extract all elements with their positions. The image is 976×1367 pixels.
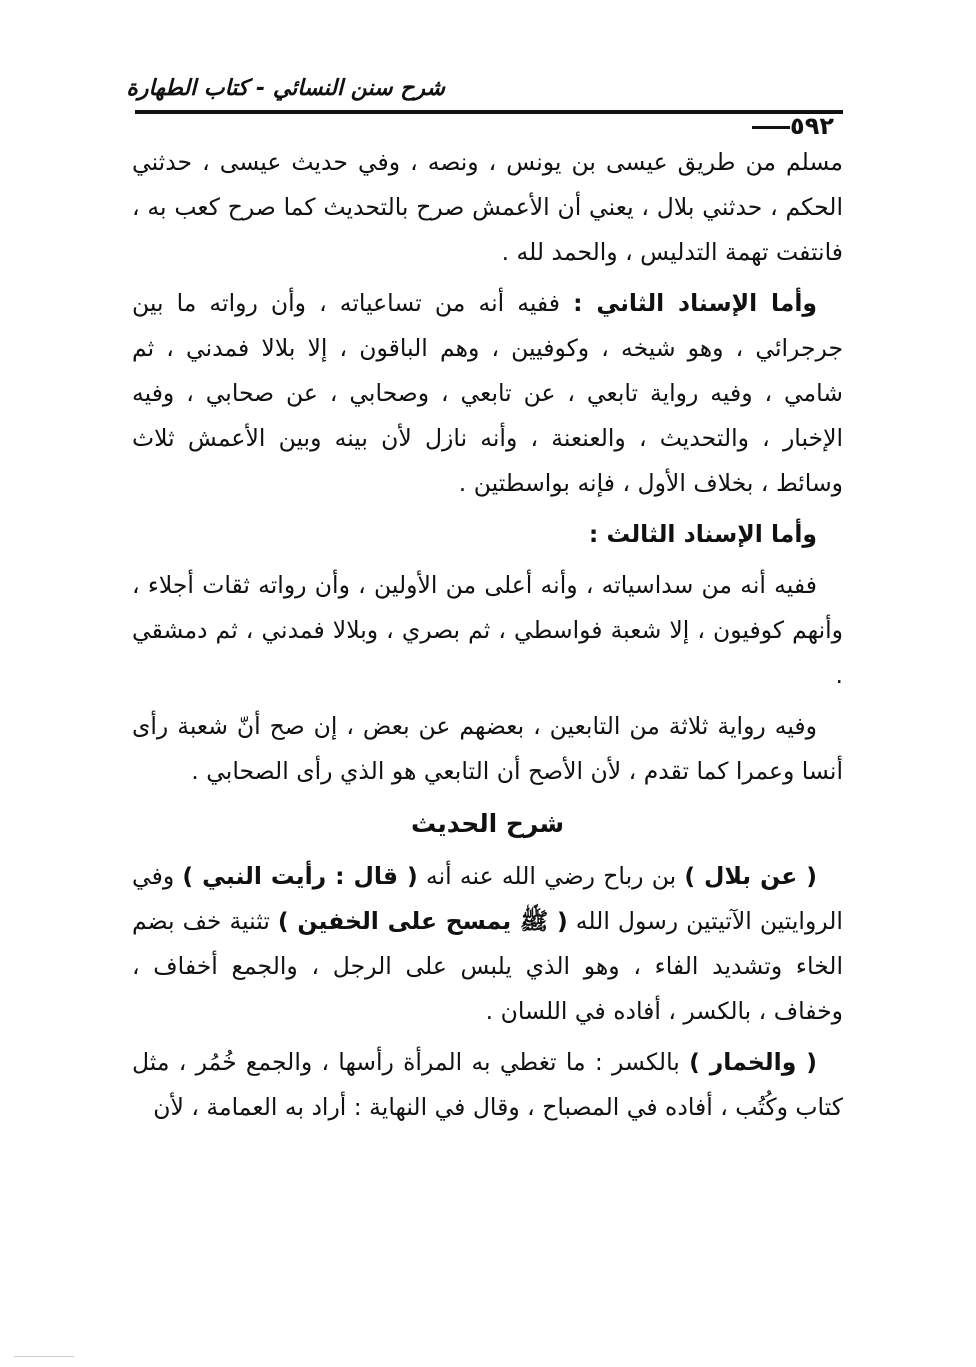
page-number-value: ٥٩٢ bbox=[790, 112, 834, 140]
explanation-text-3: تثنية خف بضم الخاء وتشديد الفاء ، وهو الذي يلبس على الرجل ، والجمع أخفاف ، وخفاف ، بالكسر ، أفاده في اللسان . bbox=[132, 907, 843, 1025]
quote-khimar: ( والخمار ) bbox=[689, 1048, 818, 1076]
quote-an-bilal: ( عن بلال ) bbox=[684, 862, 817, 890]
page-number-dash bbox=[752, 126, 790, 129]
quote-qala: ( قال : رأيت النبي ) bbox=[182, 862, 418, 890]
paragraph-khimar bbox=[132, 1040, 843, 1130]
body-text bbox=[132, 140, 843, 1136]
section-title: شرح الحديث bbox=[410, 809, 565, 838]
page-number bbox=[742, 112, 834, 140]
paragraph-tabieen: وفيه رواية ثلاثة من التابعين ، بعضهم عن بعض ، إن صح أنّ شعبة رأى أنسا وعمرا كما تقدم ، لأن الأصح أن التابعي هو الذي رأى الصحابي . bbox=[132, 712, 843, 785]
third-isnad-heading: وأما الإسناد الثالث : bbox=[588, 520, 817, 548]
paragraph-second-isnad bbox=[132, 281, 843, 506]
second-isnad-label: وأما الإسناد الثاني : bbox=[573, 289, 817, 317]
explanation-text-2: وفي الروايتين الآتيتين رسول الله bbox=[132, 862, 843, 935]
quote-yamsahu: ( ﷺ يمسح على الخفين ) bbox=[277, 907, 568, 935]
khimar-text: بالكسر : ما تغطي به المرأة رأسها ، والجمع خُمُر ، مثل كتاب وكُتُب ، أفاده في المصباح ، وقال في النهاية : أراد به العمامة ، لأن bbox=[132, 1048, 843, 1121]
running-title: شرح سنن النسائي - كتاب الطهارة bbox=[126, 76, 445, 101]
second-isnad-text: ففيه أنه من تساعياته ، وأن رواته ما بين جرجرائي ، وهو شيخه ، وكوفيين ، وهم الباقون ، إلا بلالا فمدني ، ثم شامي ، وفيه رواية تابعي ، عن تابعي ، وصحابي ، عن صحابي ، وفيه الإخبار ، والتحديث ، والعنعنة ، وأنه نازل لأن بينه وبين الأعمش ثلاث وسائط ، بخلاف الأول ، فإنه بواسطتين . bbox=[132, 289, 843, 497]
scan-margin-mark bbox=[14, 1356, 74, 1357]
paragraph-third-isnad: ففيه أنه من سداسياته ، وأنه أعلى من الأولين ، وأن رواته ثقات أجلاء ، وأنهم كوفيون ، إلا شعبة فواسطي ، ثم بصري ، وبلالا فمدني ، ثم دمشقي . bbox=[132, 571, 843, 689]
explanation-text-1: بن رباح رضي الله عنه أنه bbox=[425, 862, 677, 890]
paragraph-continuation: مسلم من طريق عيسى بن يونس ، ونصه ، وفي حديث عيسى ، حدثني الحكم ، حدثني بلال ، يعني أن الأعمش صرح بالتحديث كما صرح كعب به ، فانتفت تهمة التدليس ، والحمد لله . bbox=[132, 148, 843, 266]
paragraph-hadith-explanation bbox=[132, 854, 843, 1034]
header-rule bbox=[135, 110, 843, 114]
